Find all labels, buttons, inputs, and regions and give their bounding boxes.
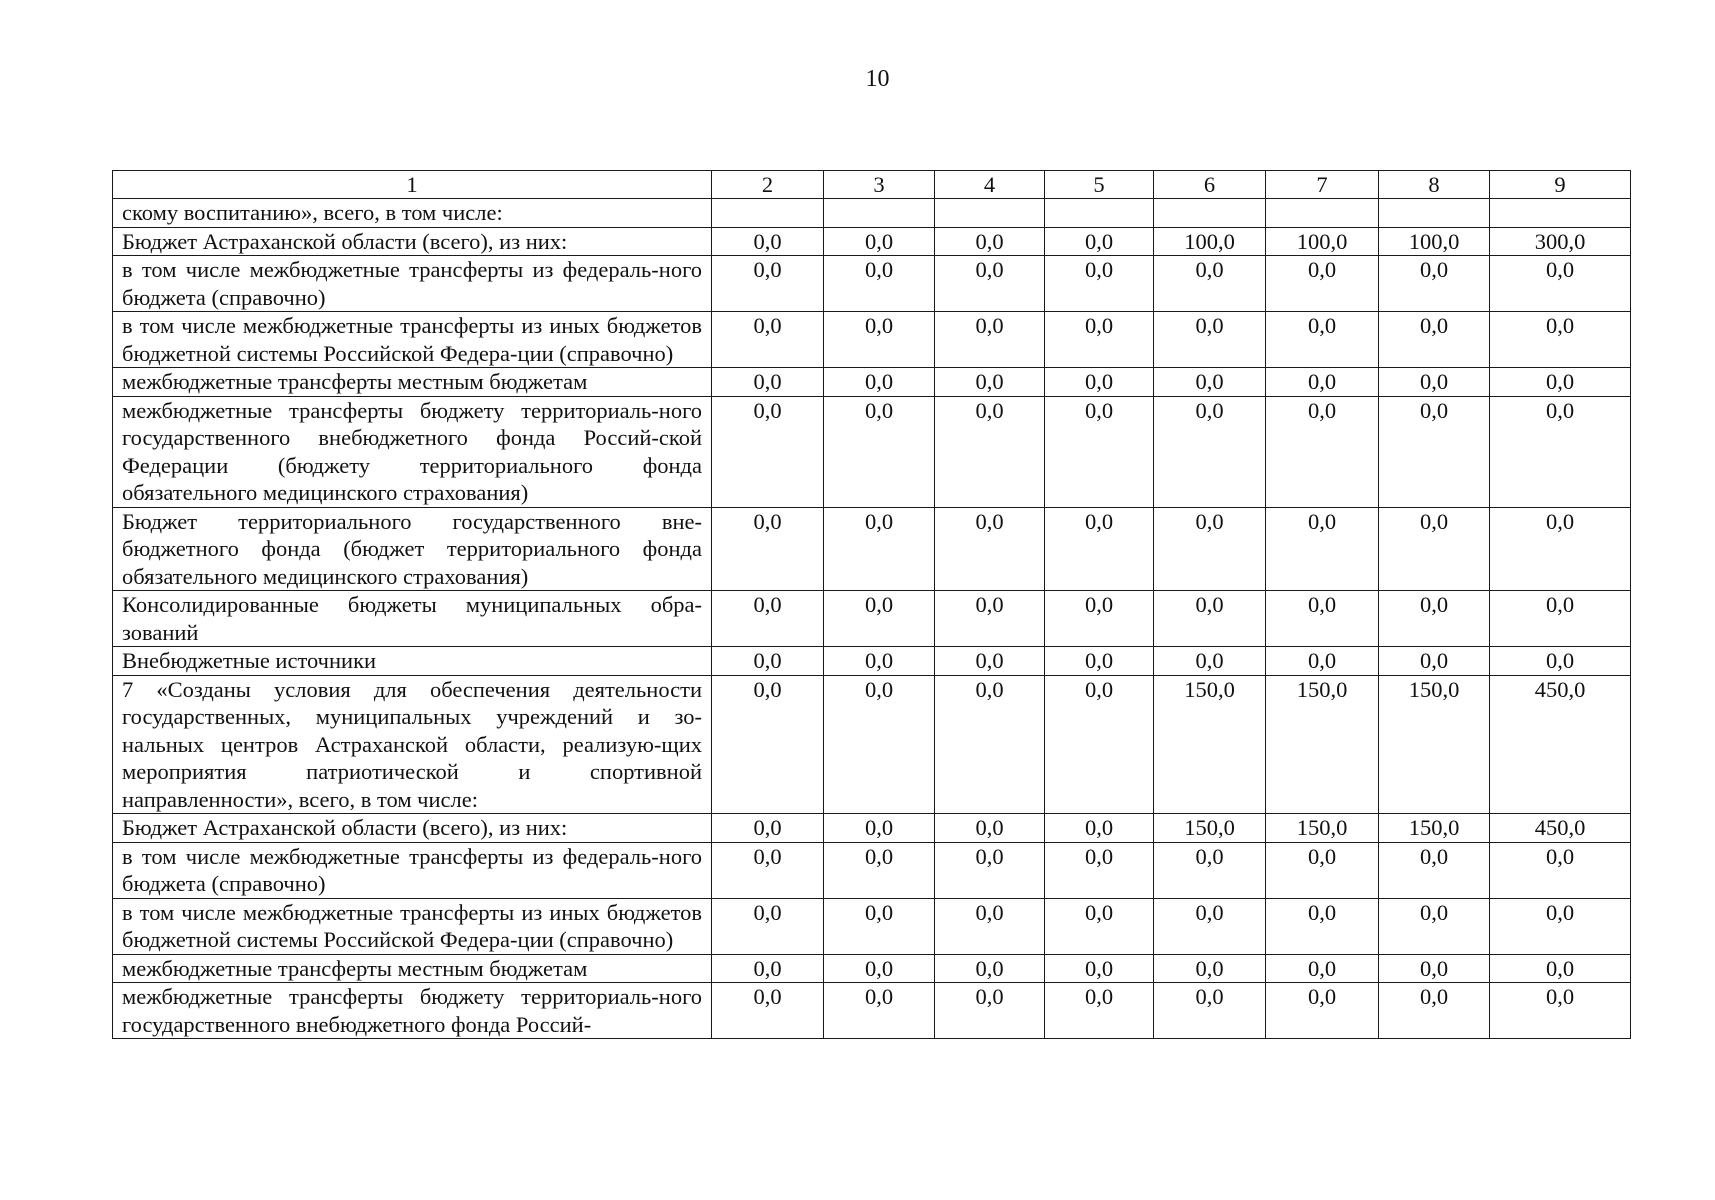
column-header: 6 [1154,171,1266,199]
row-label: Консолидированные бюджеты муниципальных обра-зований [113,591,712,647]
value-cell: 0,0 [712,675,824,814]
value-cell: 0,0 [1490,368,1631,397]
table-row [113,898,1631,954]
value-cell: 0,0 [824,814,935,843]
value-cell: 0,0 [1266,647,1379,676]
value-cell: 0,0 [824,983,935,1039]
row-label: 7 «Созданы условия для обеспечения деятельности государственных, муниципальных учреждений и зо-нальных центров Астраханской области, реализую-щих мероприятия патриотической и спортивной направленности», всего, в том числе: [113,675,712,814]
value-cell: 0,0 [824,647,935,676]
value-cell: 0,0 [935,227,1045,256]
table-row [113,647,1631,676]
value-cell: 0,0 [935,675,1045,814]
value-cell: 0,0 [1154,647,1266,676]
value-cell: 0,0 [1379,368,1490,397]
table-row [113,507,1631,591]
table-row [113,591,1631,647]
value-cell: 450,0 [1490,814,1631,843]
value-cell: 150,0 [1154,814,1266,843]
value-cell: 150,0 [1266,675,1379,814]
value-cell: 0,0 [935,312,1045,368]
value-cell: 150,0 [1379,675,1490,814]
value-cell [1266,199,1379,228]
value-cell: 0,0 [935,842,1045,898]
column-header: 2 [712,171,824,199]
value-cell: 0,0 [712,954,824,983]
value-cell: 0,0 [935,591,1045,647]
value-cell: 0,0 [1045,256,1154,312]
row-label: в том числе межбюджетные трансферты из иных бюджетов бюджетной системы Российской Федера-ции (справочно) [113,898,712,954]
value-cell: 0,0 [1045,368,1154,397]
value-cell: 0,0 [824,396,935,507]
row-label: в том числе межбюджетные трансферты из иных бюджетов бюджетной системы Российской Федера-ции (справочно) [113,312,712,368]
value-cell: 0,0 [1154,898,1266,954]
value-cell: 0,0 [1490,983,1631,1039]
value-cell: 0,0 [1266,983,1379,1039]
table-body [113,171,1631,1039]
value-cell: 0,0 [1490,591,1631,647]
value-cell: 0,0 [1045,842,1154,898]
table-row [113,368,1631,397]
value-cell: 100,0 [1266,227,1379,256]
value-cell: 0,0 [1045,814,1154,843]
value-cell: 0,0 [824,312,935,368]
column-header: 5 [1045,171,1154,199]
column-header: 1 [113,171,712,199]
table-row [113,842,1631,898]
value-cell: 100,0 [1154,227,1266,256]
row-label: межбюджетные трансферты бюджету территориаль-ного государственного внебюджетного фонда Россий-ской Федерации (бюджету территориального фонда обязательного медицинского страхования) [113,396,712,507]
value-cell: 450,0 [1490,675,1631,814]
value-cell: 0,0 [1266,898,1379,954]
value-cell: 0,0 [824,842,935,898]
value-cell: 0,0 [712,507,824,591]
value-cell: 0,0 [1045,312,1154,368]
value-cell: 0,0 [824,256,935,312]
value-cell: 0,0 [935,396,1045,507]
value-cell: 0,0 [1379,312,1490,368]
value-cell: 0,0 [712,983,824,1039]
value-cell: 0,0 [1490,647,1631,676]
value-cell: 0,0 [1045,983,1154,1039]
budget-table [112,170,1631,1039]
value-cell: 0,0 [1379,256,1490,312]
table-row [113,814,1631,843]
value-cell: 0,0 [712,898,824,954]
column-header: 4 [935,171,1045,199]
value-cell: 0,0 [1379,898,1490,954]
value-cell [1379,199,1490,228]
value-cell: 0,0 [824,368,935,397]
value-cell: 0,0 [1490,396,1631,507]
row-label: межбюджетные трансферты местным бюджетам [113,954,712,983]
value-cell: 0,0 [935,507,1045,591]
table-row [113,256,1631,312]
value-cell: 150,0 [1379,814,1490,843]
row-label: в том числе межбюджетные трансферты из федераль-ного бюджета (справочно) [113,842,712,898]
value-cell: 150,0 [1154,675,1266,814]
value-cell: 0,0 [935,814,1045,843]
table-row [113,312,1631,368]
value-cell: 0,0 [824,507,935,591]
value-cell: 0,0 [1490,256,1631,312]
value-cell: 0,0 [1045,396,1154,507]
value-cell: 0,0 [712,227,824,256]
value-cell: 0,0 [1490,954,1631,983]
row-label: Бюджет территориального государственного вне-бюджетного фонда (бюджет территориального фонда обязательного медицинского страхования) [113,507,712,591]
column-header: 3 [824,171,935,199]
row-label: Бюджет Астраханской области (всего), из них: [113,227,712,256]
value-cell: 0,0 [1154,507,1266,591]
row-label: Внебюджетные источники [113,647,712,676]
row-label: скому воспитанию», всего, в том числе: [113,199,712,228]
value-cell: 100,0 [1379,227,1490,256]
value-cell: 0,0 [1266,368,1379,397]
value-cell: 0,0 [935,898,1045,954]
value-cell: 0,0 [1379,396,1490,507]
value-cell: 0,0 [712,814,824,843]
value-cell: 0,0 [1266,954,1379,983]
value-cell: 0,0 [1045,898,1154,954]
column-header: 9 [1490,171,1631,199]
value-cell: 0,0 [1045,675,1154,814]
column-header: 7 [1266,171,1379,199]
value-cell: 0,0 [712,647,824,676]
value-cell: 0,0 [1154,983,1266,1039]
table-row [113,983,1631,1039]
value-cell: 0,0 [712,396,824,507]
value-cell: 0,0 [1045,954,1154,983]
value-cell: 0,0 [1379,591,1490,647]
value-cell: 0,0 [712,842,824,898]
value-cell: 0,0 [712,591,824,647]
table-row [113,199,1631,228]
value-cell: 0,0 [1266,396,1379,507]
value-cell: 0,0 [1154,256,1266,312]
header-row [113,171,1631,199]
value-cell: 0,0 [1045,227,1154,256]
value-cell: 0,0 [1266,507,1379,591]
value-cell: 0,0 [712,256,824,312]
value-cell: 0,0 [1154,954,1266,983]
value-cell [824,199,935,228]
row-label: Бюджет Астраханской области (всего), из них: [113,814,712,843]
value-cell: 0,0 [935,954,1045,983]
table-row [113,675,1631,814]
table-row [113,396,1631,507]
value-cell [1490,199,1631,228]
value-cell: 0,0 [935,647,1045,676]
value-cell: 0,0 [1154,591,1266,647]
value-cell [1045,199,1154,228]
value-cell: 0,0 [824,227,935,256]
value-cell: 0,0 [1266,842,1379,898]
value-cell: 0,0 [824,591,935,647]
value-cell: 0,0 [1490,898,1631,954]
value-cell: 0,0 [1379,842,1490,898]
value-cell: 0,0 [1490,842,1631,898]
value-cell: 0,0 [1045,647,1154,676]
value-cell: 0,0 [1154,842,1266,898]
row-label: в том числе межбюджетные трансферты из федераль-ного бюджета (справочно) [113,256,712,312]
value-cell: 0,0 [1154,396,1266,507]
value-cell: 0,0 [1266,591,1379,647]
value-cell: 0,0 [1490,312,1631,368]
value-cell: 0,0 [824,675,935,814]
row-label: межбюджетные трансферты бюджету территориаль-ного государственного внебюджетного фонда Россий- [113,983,712,1039]
table-row [113,954,1631,983]
value-cell: 0,0 [824,954,935,983]
value-cell: 0,0 [1045,507,1154,591]
value-cell: 0,0 [1154,368,1266,397]
value-cell: 0,0 [1266,256,1379,312]
table-row [113,227,1631,256]
value-cell: 0,0 [1379,647,1490,676]
value-cell [935,199,1045,228]
value-cell [712,199,824,228]
column-header: 8 [1379,171,1490,199]
value-cell: 0,0 [1379,954,1490,983]
value-cell: 0,0 [935,983,1045,1039]
value-cell: 0,0 [712,312,824,368]
value-cell: 300,0 [1490,227,1631,256]
value-cell: 0,0 [935,256,1045,312]
value-cell: 150,0 [1266,814,1379,843]
value-cell: 0,0 [1379,983,1490,1039]
value-cell: 0,0 [712,368,824,397]
value-cell: 0,0 [1045,591,1154,647]
row-label: межбюджетные трансферты местным бюджетам [113,368,712,397]
value-cell [1154,199,1266,228]
value-cell: 0,0 [824,898,935,954]
value-cell: 0,0 [1490,507,1631,591]
page-number: 10 [865,66,890,92]
value-cell: 0,0 [1266,312,1379,368]
value-cell: 0,0 [1154,312,1266,368]
value-cell: 0,0 [1379,507,1490,591]
value-cell: 0,0 [935,368,1045,397]
